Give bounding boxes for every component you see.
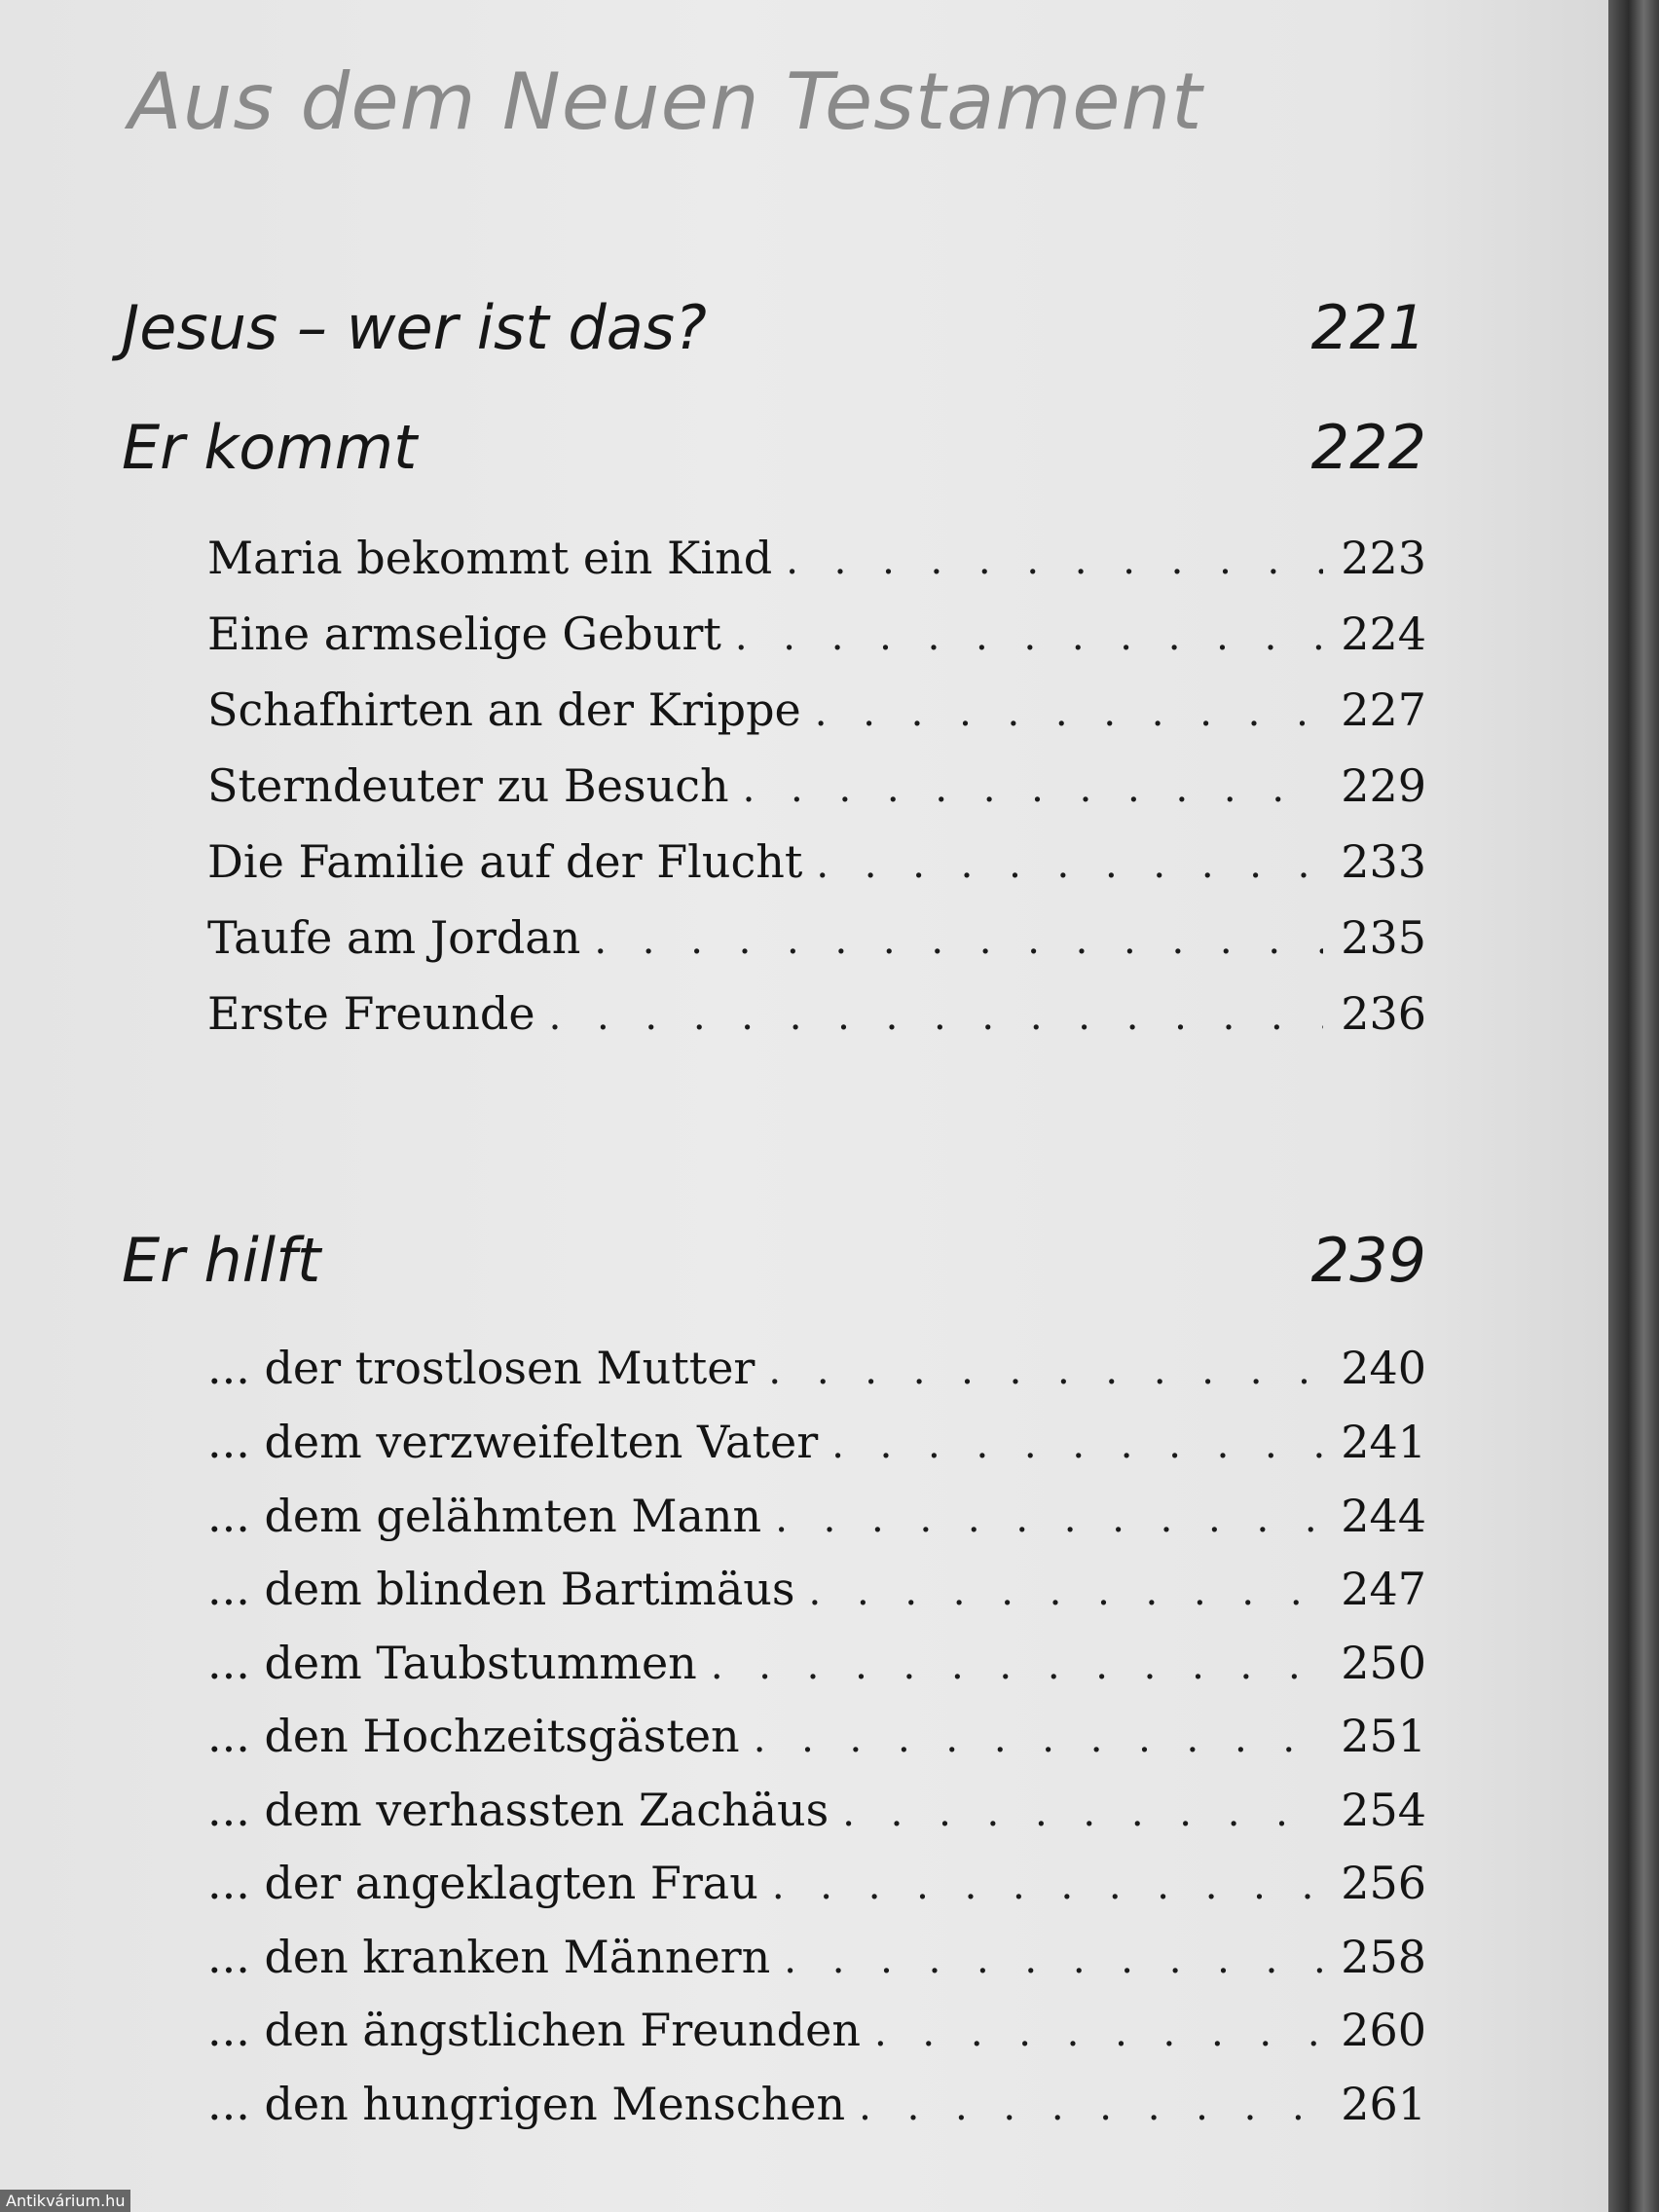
toc-entry-page: 244 [1341, 1490, 1426, 1542]
dot-leader [754, 1716, 1324, 1761]
toc-entry [207, 1563, 1426, 1631]
toc-entry-page: 241 [1341, 1416, 1426, 1468]
toc-entry [207, 1710, 1426, 1778]
toc-entry-page: 236 [1341, 987, 1426, 1040]
heading-page-number: 222 [1310, 412, 1426, 483]
toc-entry-label: Die Familie auf der Flucht [207, 835, 803, 888]
toc-entry [207, 759, 1426, 828]
toc-entry [207, 1342, 1426, 1410]
toc-entry [207, 911, 1426, 979]
toc-entry [207, 1857, 1426, 1925]
dot-leader [775, 1496, 1323, 1541]
toc-entry-label: ... dem gelähmten Mann [207, 1490, 762, 1542]
toc-entry-page: 240 [1341, 1342, 1426, 1394]
toc-entry-page: 256 [1341, 1857, 1426, 1909]
toc-entry-page: 258 [1341, 1931, 1426, 1983]
dot-leader [859, 2084, 1323, 2129]
toc-entry-label: ... dem Taubstummen [207, 1637, 697, 1689]
toc-entry-label: Sterndeuter zu Besuch [207, 759, 729, 812]
toc-entry [207, 1637, 1426, 1705]
toc-entry-label: ... der angeklagten Frau [207, 1857, 758, 1909]
toc-entry [207, 683, 1426, 752]
dot-leader [743, 766, 1324, 811]
toc-entry [207, 1416, 1426, 1484]
heading-label: Jesus – wer ist das? [122, 292, 707, 363]
toc-entry-page: 254 [1341, 1784, 1426, 1836]
toc-entry-label: Maria bekommt ein Kind [207, 532, 773, 584]
dot-leader [786, 538, 1323, 583]
toc-entry-page: 227 [1341, 683, 1426, 736]
toc-entry-label: ... den Hochzeitsgästen [207, 1710, 740, 1762]
dot-leader [549, 994, 1324, 1039]
toc-entry-page: 250 [1341, 1637, 1426, 1689]
dot-leader [815, 690, 1323, 735]
toc-entry-label: ... der trostlosen Mutter [207, 1342, 756, 1394]
toc-entry-page: 229 [1341, 759, 1426, 812]
dot-leader [784, 1937, 1323, 1982]
dot-leader [772, 1863, 1323, 1908]
toc-entry-label: ... den ängstlichen Freunden [207, 2004, 861, 2056]
toc-entry-label: ... den hungrigen Menschen [207, 2078, 846, 2130]
dot-leader [809, 1569, 1324, 1614]
heading-label: Er hilft [122, 1225, 321, 1296]
watermark: Antikvárium.hu [0, 2190, 130, 2212]
toc-entry [207, 608, 1426, 676]
dot-leader [735, 614, 1323, 659]
toc-entry-label: ... dem verzweifelten Vater [207, 1416, 819, 1468]
toc-entry-label: Eine armselige Geburt [207, 608, 721, 660]
toc-entry [207, 532, 1426, 600]
opposite-page-edge [1608, 0, 1659, 2212]
page-title: Aus dem Neuen Testament [129, 56, 1203, 147]
toc-entry-page: 247 [1341, 1563, 1426, 1615]
toc-entry-label: Erste Freunde [207, 987, 535, 1040]
toc-entry-label: Taufe am Jordan [207, 911, 581, 964]
dot-leader [842, 1790, 1323, 1835]
toc-entry-page: 223 [1341, 532, 1426, 584]
dot-leader [711, 1643, 1323, 1688]
heading-page-number: 239 [1310, 1225, 1426, 1296]
toc-entry-page: 251 [1341, 1710, 1426, 1762]
toc-entry [207, 987, 1426, 1055]
toc-entry-page: 261 [1341, 2078, 1426, 2130]
toc-entry-label: ... dem blinden Bartimäus [207, 1563, 795, 1615]
toc-entry-page: 235 [1341, 911, 1426, 964]
dot-leader [768, 1348, 1323, 1393]
dot-leader [874, 2010, 1323, 2055]
heading-label: Er kommt [122, 412, 418, 483]
toc-entry [207, 1784, 1426, 1852]
toc-entry-label: ... den kranken Männern [207, 1931, 771, 1983]
dot-leader [816, 842, 1323, 887]
toc-entry [207, 835, 1426, 903]
toc-entry-label: Schafhirten an der Krippe [207, 683, 801, 736]
toc-entry-page: 233 [1341, 835, 1426, 888]
toc-entry [207, 2004, 1426, 2072]
toc-entry-page: 224 [1341, 608, 1426, 660]
toc-entry [207, 2078, 1426, 2146]
toc-heading-er-hilft [122, 1225, 1426, 1296]
toc-heading-er-kommt [122, 412, 1426, 483]
dot-leader [594, 918, 1323, 963]
toc-entry [207, 1931, 1426, 1999]
dot-leader [831, 1422, 1323, 1467]
heading-page-number: 221 [1310, 292, 1426, 363]
toc-entry-label: ... dem verhassten Zachäus [207, 1784, 830, 1836]
toc-entry [207, 1490, 1426, 1558]
toc-entry-page: 260 [1341, 2004, 1426, 2056]
toc-heading-intro [122, 292, 1426, 363]
